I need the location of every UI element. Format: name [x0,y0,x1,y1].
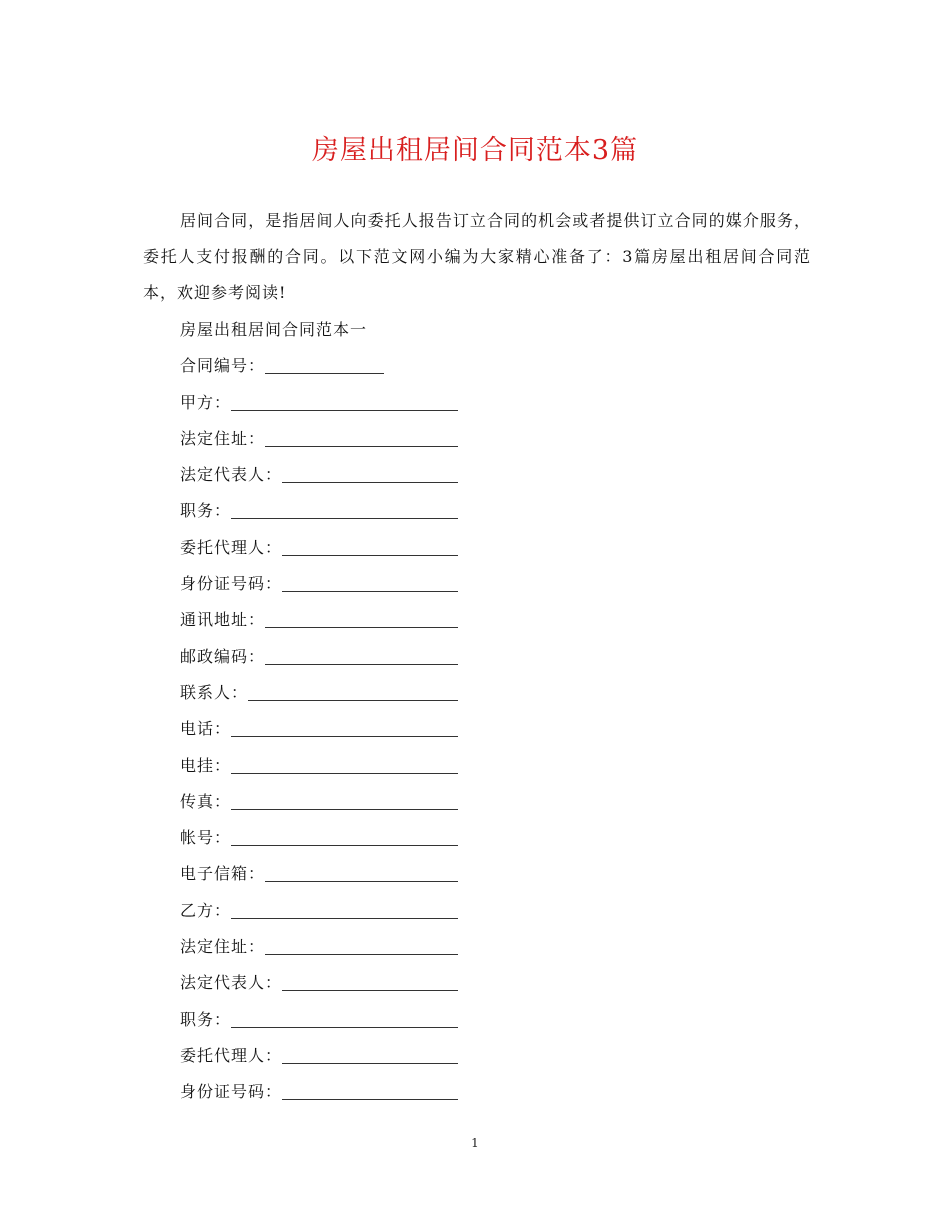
field-label: 电挂： [180,755,232,775]
field-row [180,384,470,420]
field-blank-line[interactable] [265,627,458,628]
field-blank-line[interactable] [282,1099,458,1100]
field-blank-line[interactable] [265,446,458,447]
field-blank-line[interactable] [231,736,458,737]
contract-fields [180,348,470,1110]
field-row [180,638,470,674]
field-row [180,529,470,565]
field-label: 传真： [180,791,232,811]
field-blank-line[interactable] [282,591,458,592]
field-blank-line[interactable] [231,410,458,411]
field-label: 邮政编码： [180,646,266,666]
field-blank-line[interactable] [282,1063,458,1064]
field-label: 职务： [180,501,232,521]
field-row [180,856,470,892]
field-label: 法定代表人： [180,973,283,993]
field-row [180,929,470,965]
field-blank-line[interactable] [231,845,458,846]
field-label: 委托代理人： [180,1045,283,1065]
field-row [180,421,470,457]
field-row [180,820,470,856]
field-row [180,1038,470,1074]
field-blank-line[interactable] [231,1027,458,1028]
field-label: 帐号： [180,828,232,848]
field-row [180,711,470,747]
field-blank-line[interactable] [231,773,458,774]
field-row [180,457,470,493]
field-label: 合同编号： [180,356,266,376]
field-row [180,965,470,1001]
field-label: 法定代表人： [180,465,283,485]
field-label: 甲方： [180,392,232,412]
field-blank-line[interactable] [231,918,458,919]
field-label: 身份证号码： [180,1082,283,1102]
field-blank-line[interactable] [265,954,458,955]
field-label: 职务： [180,1009,232,1029]
field-label: 法定住址： [180,428,266,448]
field-label: 委托代理人： [180,537,283,557]
field-blank-line[interactable] [265,664,458,665]
field-label: 联系人： [180,682,249,702]
field-blank-line[interactable] [265,373,384,374]
section-heading: 房屋出租居间合同范本一 [180,320,368,339]
field-label: 身份证号码： [180,574,283,594]
field-row [180,1074,470,1110]
field-blank-line[interactable] [231,518,458,519]
field-row [180,892,470,928]
field-blank-line[interactable] [282,990,458,991]
field-blank-line[interactable] [231,809,458,810]
field-row [180,784,470,820]
field-label: 乙方： [180,900,232,920]
field-row [180,675,470,711]
document-title: 房屋出租居间合同范本3篇 [311,135,639,166]
field-blank-line[interactable] [282,482,458,483]
field-row [180,747,470,783]
intro-paragraph: 居间合同，是指居间人向委托人报告订立合同的机会或者提供订立合同的媒介服务，委托人支付报酬的合同。以下范文网小编为大家精心准备了：3篇房屋出租居间合同范本，欢迎参考阅读! [143,211,811,302]
field-label: 通讯地址： [180,610,266,630]
field-label: 电话： [180,719,232,739]
field-label: 电子信箱： [180,864,266,884]
page-number: 1 [471,1136,479,1150]
field-row [180,348,470,384]
field-blank-line[interactable] [248,700,458,701]
field-row [180,1001,470,1037]
field-blank-line[interactable] [265,881,458,882]
field-row [180,566,470,602]
field-row [180,602,470,638]
field-label: 法定住址： [180,937,266,957]
field-row [180,493,470,529]
field-blank-line[interactable] [282,555,458,556]
